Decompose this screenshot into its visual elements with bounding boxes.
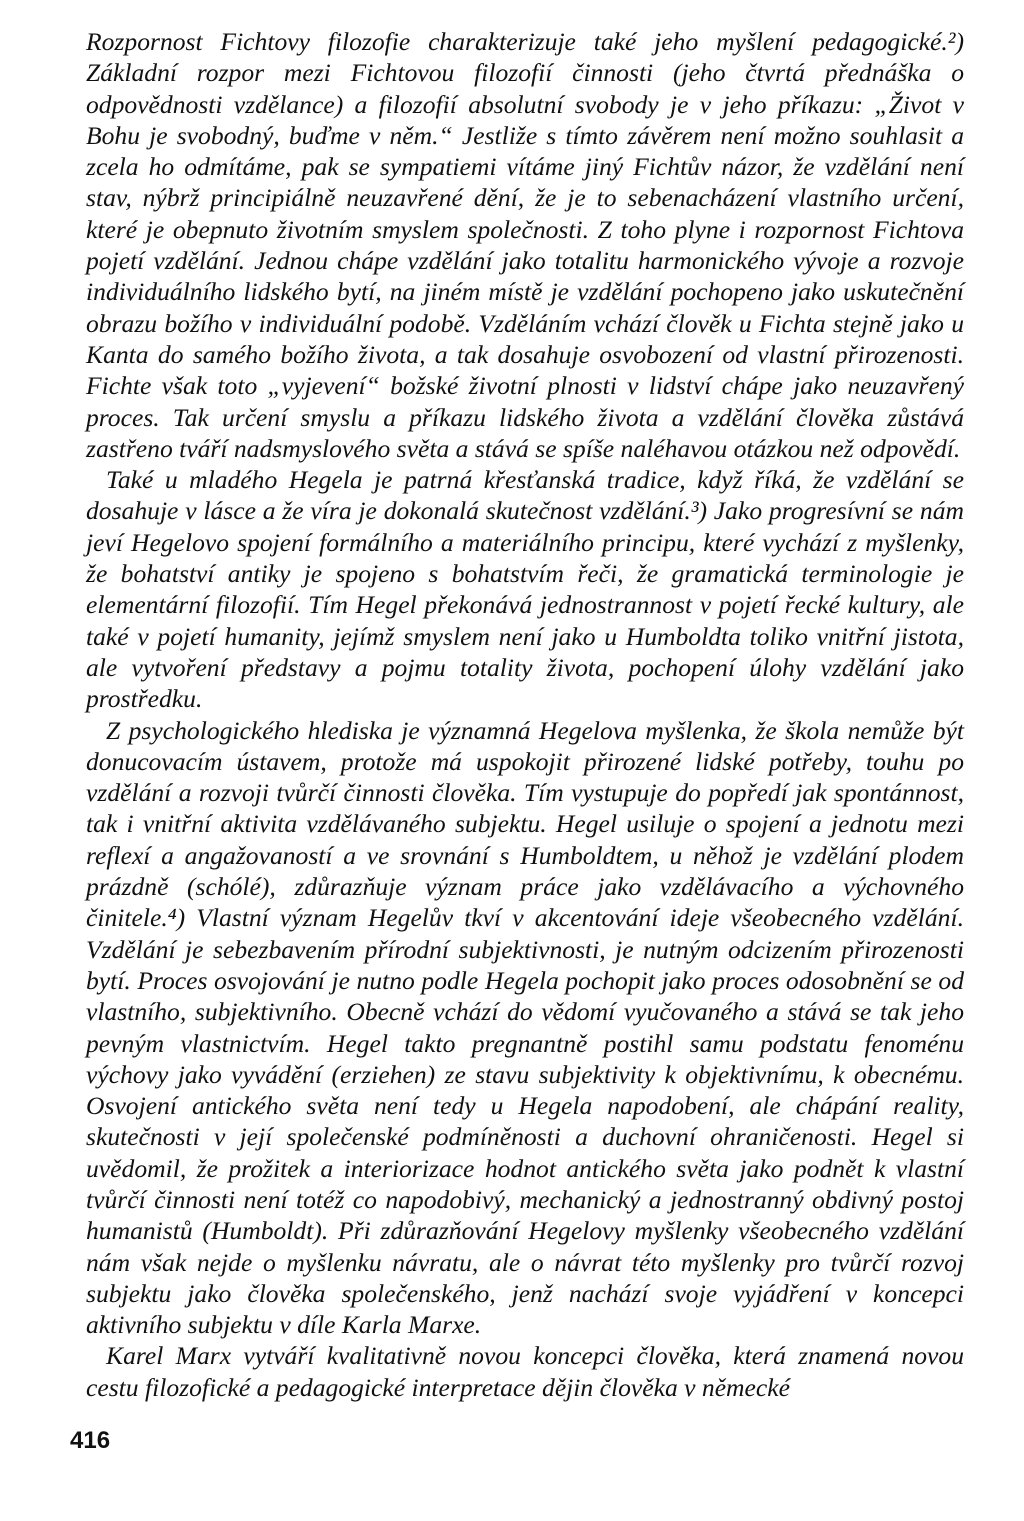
paragraph-fichte: Rozpornost Fichtovy filozofie charakterizuje také jeho myšlení pedagogické.²) Základní rozpor mezi Fichtovou filozofií činnosti (jeho čtvrtá přednáška o odpovědnosti vzdělance) a filozofií absolutní svobody je v jeho příkazu: „Život v Bohu je svobodný, buďme v něm.“ Jestliže s tímto závěrem není možno souhlasit a zcela ho odmítáme, pak se sympatiemi vítáme jiný Fichtův názor, že vzdělání není stav, nýbrž principiálně neuzavřené dění, že je to sebenacházení vlastního určení, které je obepnuto životním smyslem společnosti. Z toho plyne i rozpornost Fichtova pojetí vzdělání. Jednou chápe vzdělání jako totalitu harmonického vývoje a rozvoje individuálního lidského bytí, na jiném místě je vzdělání pochopeno jako uskutečnění obrazu božího v individuální podobě. Vzděláním vchází člověk u Fichta stejně jako u Kanta do samého božího života, a tak dosahuje osvobození od vlastní přirozenosti. Fichte však toto „vyjevení“ božské životní plnosti v lidství chápe jako neuzavřený proces. Tak určení smyslu a příkazu lidského života a vzdělání člověka zůstává zastřeno tváří nadsmyslového světa a stává se spíše naléhavou otázkou než odpovědí. [86,27,964,463]
body-text [86,26,964,1403]
paragraph-hegel-psychology: Z psychologického hlediska je významná Hegelova myšlenka, že škola nemůže být donucovacím ústavem, protože má uspokojit přirozené lidské potřeby, touhu po vzdělání a rozvoji tvůrčí činnosti člověka. Tím vystupuje do popředí jak spontánnost, tak i vnitřní aktivita vzdělávaného subjektu. Hegel usiluje o spojení a jednotu mezi reflexí a angažovaností a ve srovnání s Humboldtem, u něhož je vzdělání plodem prázdně (schólé), zdůrazňuje význam práce jako vzdělávacího a výchovného činitele.⁴) Vlastní význam Hegelův tkví v akcentování ideje všeobecného vzdělání. Vzdělání je sebezbavením přírodní subjektivnosti, je nutným odcizením přirozenosti bytí. Proces osvojování je nutno podle Hegela pochopit jako proces odosobnění se od vlastního, subjektivního. Obecně vchází do vědomí vyučovaného a stává se tak jeho pevným vlastnictvím. Hegel takto pregnantně postihl samu podstatu fenoménu výchovy jako vyvádění (erziehen) ze stavu subjektivity k objektivnímu, k obecnému. Osvojení antického světa není tedy u Hegela napodobení, ale chápání reality, skutečnosti v její společenské podmíněnosti a duchovní ohraničenosti. Hegel si uvědomil, že prožitek a interiorizace hodnot antického světa jako podnět k vlastní tvůrčí činnosti není totéž co napodobivý, mechanický a jednostranný obdivný postoj humanistů (Humboldt). Při zdůrazňování Hegelovy myšlenky všeobecného vzdělání nám však nejde o myšlenku návratu, ale o návrat této myšlenky pro tvůrčí rozvoj subjektu jako člověka společenského, jenž nachází svoje vyjádření v koncepci aktivního subjektu v díle Karla Marxe. [86,715,964,1340]
paragraph-hegel-young: Také u mladého Hegela je patrná křesťanská tradice, když říká, že vzdělání se dosahuje v lásce a že víra je dokonalá skutečnost vzdělání.³) Jako progresívní se nám jeví Hegelovo spojení formálního a materiálního principu, které vychází z myšlenky, že bohatství antiky je spojeno s bohatstvím řeči, že gramatická terminologie je elementární filozofií. Tím Hegel překonává jednostrannost v pojetí řecké kultury, ale také v pojetí humanity, jejímž smyslem není jako u Humboldta toliko vnitřní jistota, ale vytvoření představy a pojmu totality života, pochopení úlohy vzdělání jako prostředku. [86,465,964,714]
paragraph-marx: Karel Marx vytváří kvalitativně novou koncepci člověka, která znamená novou cestu filozofické a pedagogické interpretace dějin člověka v německé [86,1341,964,1402]
page-number: 416 [70,1427,111,1454]
